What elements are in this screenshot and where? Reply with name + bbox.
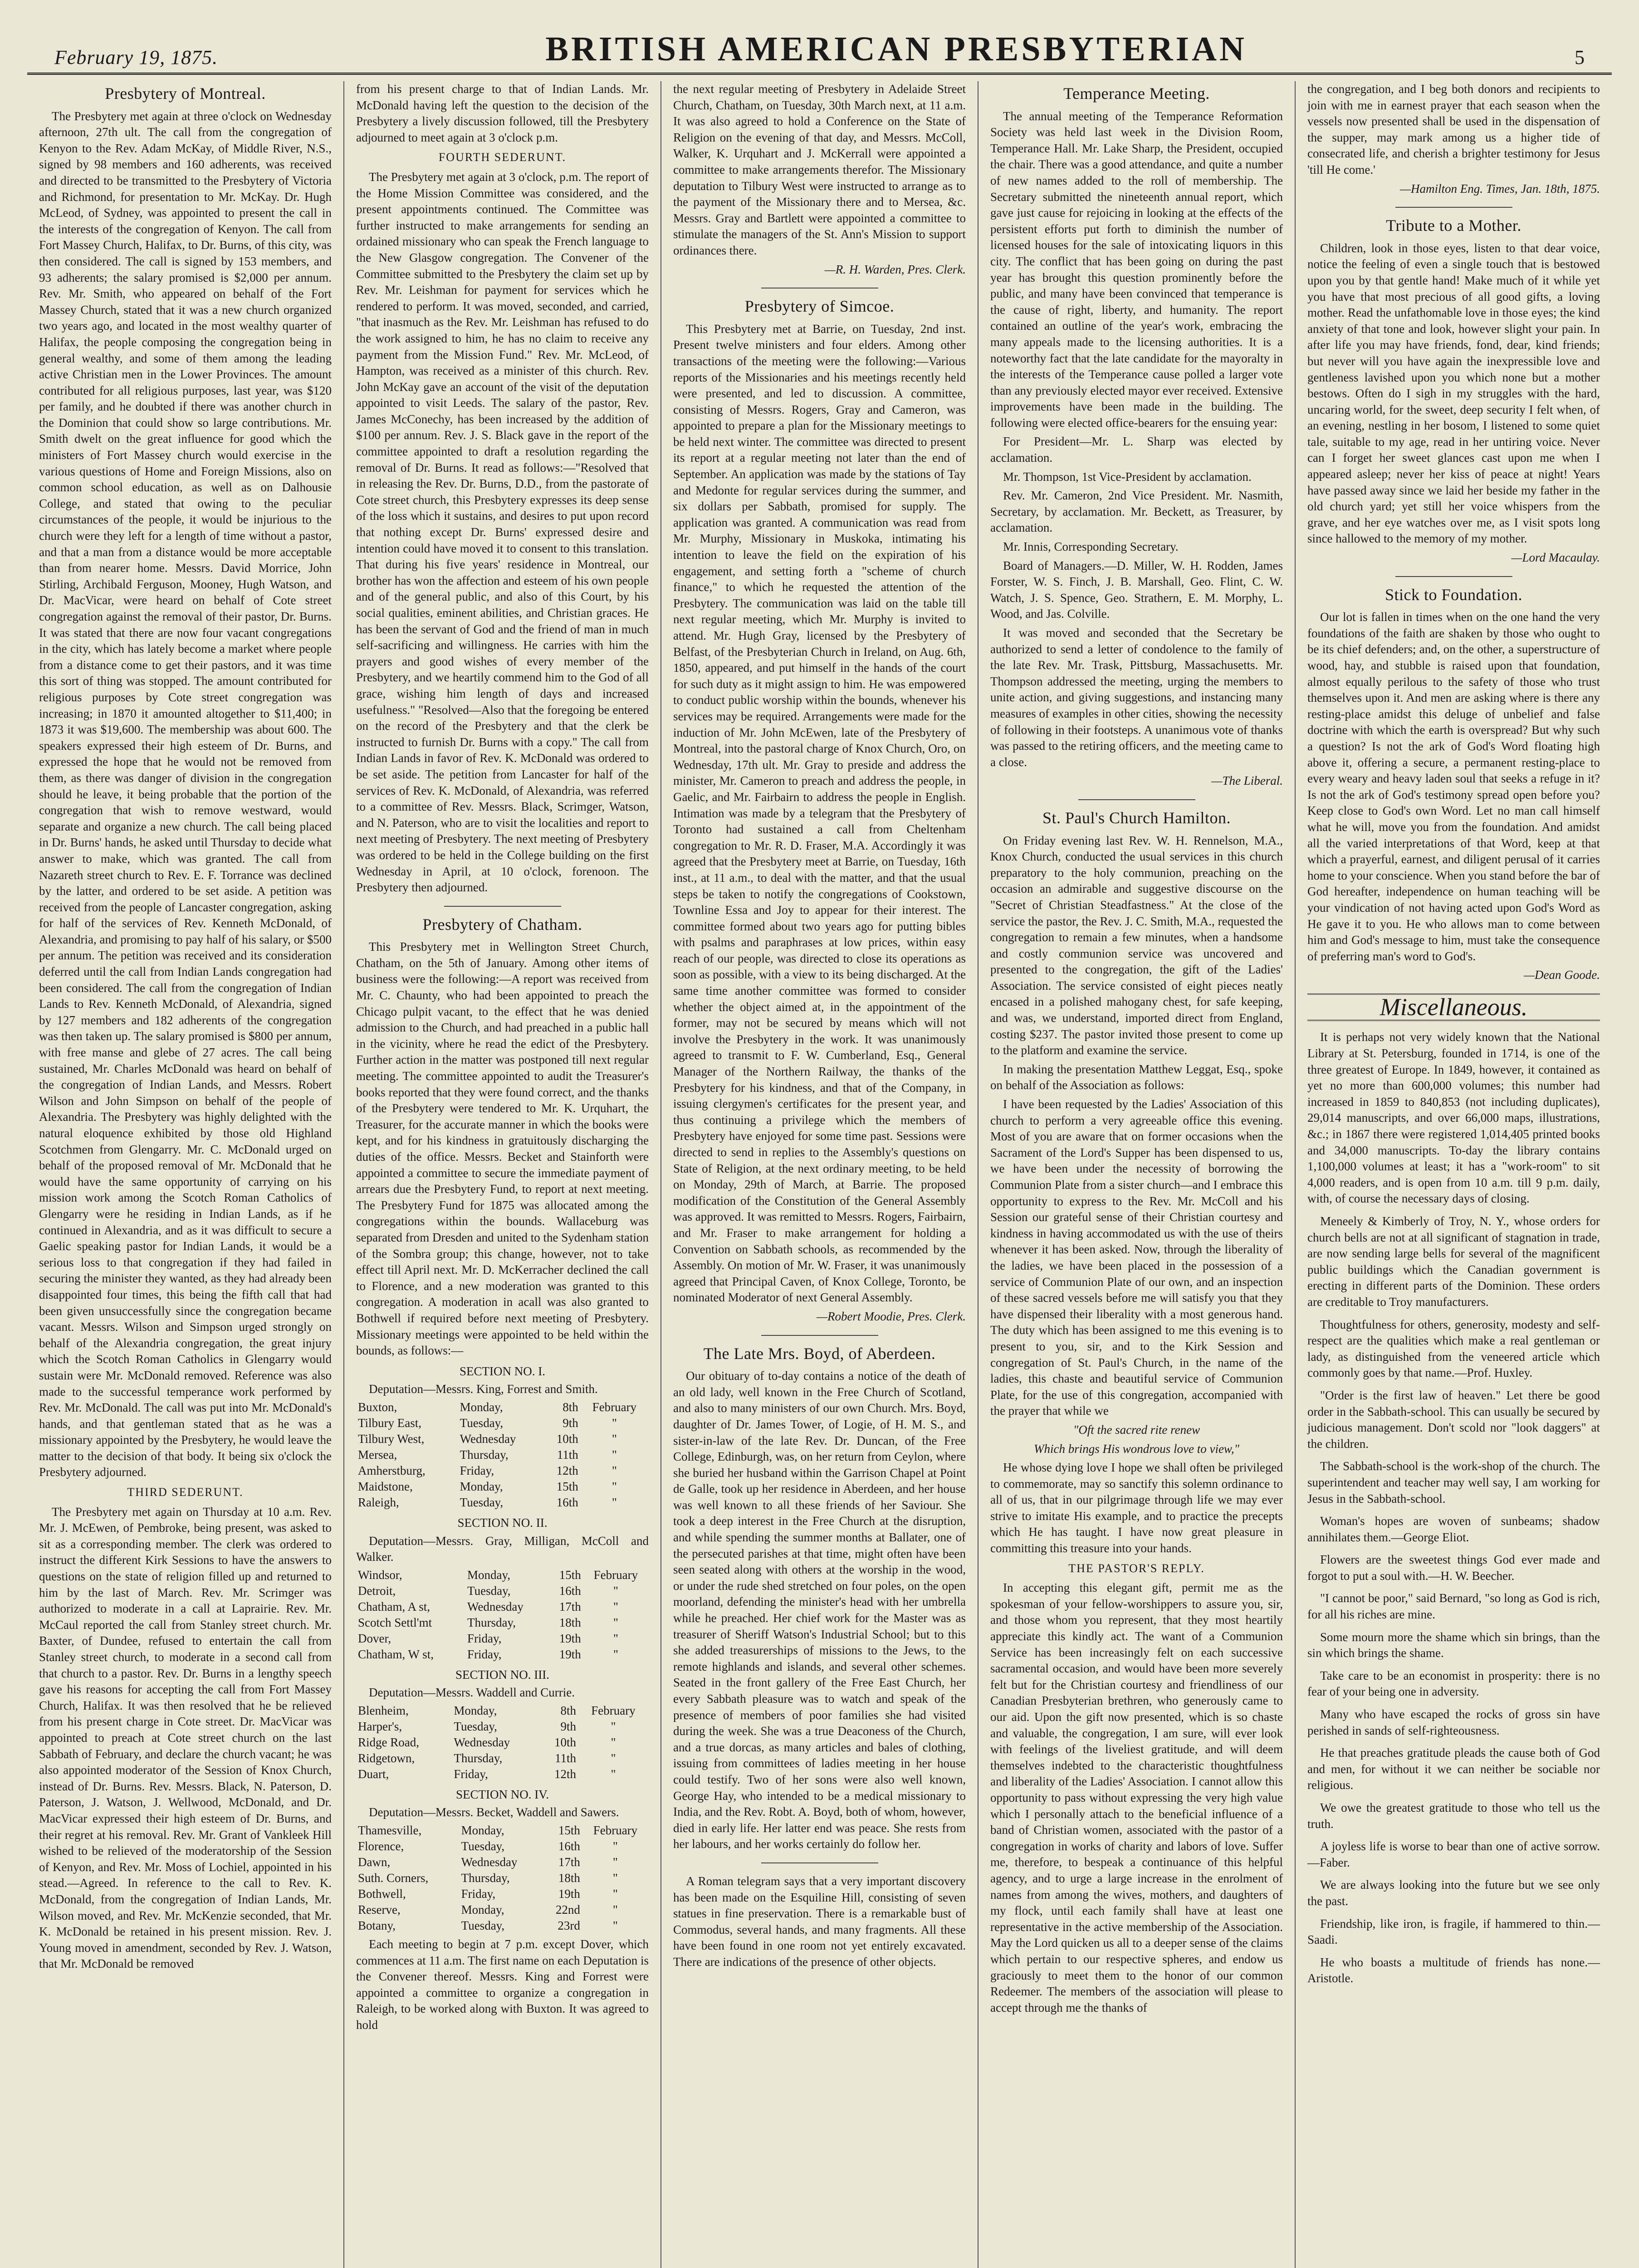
article-paragraph: On Friday evening last Rev. W. H. Rennelson, M.A., Knox Church, conducted the usual services in this church preparatory to the holy communion, preaching on the occasion an admirable and suggestive discourse on the "Secret of Christian Steadfastness." At the close of the service the pastor, the Rev. J. C. Smith, M.A., requested the congregation to remain a few minutes, when a handsome and costly communion service was uncovered and presented to the congregation, the gift of the Ladies' Association. The service consisted of eight pieces neatly encased in a polished mahogany chest, for safe keeping, and was, we understand, imported direct from England, costing $237. The pastor invited those present to come up to the platform and examine the service. [990,833,1283,1057]
table-row [356,1631,649,1647]
misc-item: Flowers are the sweetest things God ever made and forgot to put a soul with.—H. W. Beecher. [1307,1553,1600,1583]
article-title: Temperance Meeting. [1063,84,1210,103]
misc-item: The Sabbath-school is the work-shop of the church. The superintendent and teacher may well say, I am working for Jesus in the Sabbath-school. [1307,1459,1600,1505]
table-cell: " [613,1599,618,1613]
table-cell: 17th [558,1855,580,1869]
table-cell: Friday, [467,1631,502,1645]
table-cell: 8th [560,1703,577,1717]
table-cell: 15th [556,1479,578,1493]
table-cell: Bothwell, [358,1887,406,1901]
table-row [356,1399,649,1415]
misc-item: Friendship, like iron, is fragile, if hammered to thin.—Saadi. [1307,1916,1600,1947]
table-cell: 10th [556,1432,578,1446]
sub-heading: THIRD SEDERUNT. [127,1486,244,1499]
table-cell: " [613,1647,618,1661]
table-cell: February [592,1400,637,1414]
table-cell: " [612,1919,618,1933]
table-cell: 23rd [558,1919,580,1933]
table-cell: Friday, [454,1767,488,1781]
table-row [356,1647,649,1662]
misc-item: We owe the greatest gratitude to those who tell us the truth. [1307,1801,1600,1831]
table-cell: 15th [558,1823,580,1838]
table-row [356,1918,649,1934]
section-heading-miscellaneous: Miscellaneous. [1307,993,1600,1022]
deputation-table [356,1703,649,1782]
table-cell: Monday, [461,1823,504,1838]
table-row [356,1415,649,1431]
table-cell: " [612,1871,618,1885]
misc-item: It is perhaps not very widely known that the National Library at St. Petersburg, founded in 1714, is one of the three greatest of Europe. In 1849, however, it contained as yet no more than 600,000 volumes; this number had increased in 1859 to 840,853 (not including duplicates), 29,014 manuscripts, and over 66,000 maps, illustrations, &c.; in 1867 there were registered 1,014,405 printed books and 34,000 manuscripts. To-day the library contains 1,100,000 volumes at least; it has a "work-room" to sit 4,000 readers, and is open from 10 a.m. till 9 p.m. daily, with, of course the necessary days of closing. [1307,1030,1600,1206]
misc-item: He who boasts a multitude of friends has none.—Aristotle. [1307,1955,1600,1985]
article-paragraph: A Roman telegram says that a very important discovery has been made on the Esquiline Hill, consisting of seven statues in fine preservation. There is a remarkable bust of Commodus, several hands, and many fragments. All these have been found in one room not yet entirely excavated. There are indications of the presence of other objects. [673,1874,966,1969]
article-title: Stick to Foundation. [1385,585,1522,604]
table-cell: Friday, [460,1463,494,1477]
article-paragraph: the next regular meeting of Presbytery in Adelaide Street Church, Chatham, on Tuesday, 30th March next, at 11 a.m. It was also agreed to hold a Conference on the State of Religion on the evening of that day, and Messrs. McColl, Walker, K. Urquhart and J. McKerrall were appointed a committee to make arrangements therefor. The Missionary deputation to Tilbury West were instructed to arrange as to the payment of the Missionary there and to Mersea, &c. Messrs. Gray and Bartlett were appointed a committee to stimulate the managers of the St. Ann's Mission to support ordinances there. [673,82,966,257]
table-row [356,1870,649,1886]
misc-item: Some mourn more the shame which sin brings, than the sin which brings the shame. [1307,1630,1600,1660]
table-cell: 16th [559,1584,581,1598]
column-2 [343,81,660,2268]
table-cell: Tilbury West, [358,1432,425,1446]
table-cell: " [611,1767,616,1781]
misc-item: We are always looking into the future but we see only the past. [1307,1878,1600,1908]
table-row [356,1735,649,1750]
signature: —The Liberal. [1211,774,1283,788]
signature: —Robert Moodie, Pres. Clerk. [817,1309,966,1323]
table-cell: 9th [563,1416,578,1430]
table-cell: Raleigh, [358,1495,399,1509]
article-paragraph: Our obituary of to-day contains a notice of the death of an old lady, well known in the Free Church of Scotland, and also to many ministers of our own Church. Mrs. Boyd, daughter of Dr. James Tower, of Logie, of H. M. S., and sister-in-law of the late Rev. Dr. Duncan, of the Free College, Edinburgh, was, on her return from Ceylon, where she buried her husband within the Garrison Chapel at Point de Galle, took up her residence in Aberdeen, and her house was well known to all these friends of her Saviour. She took a deep interest in the Free Church at the disruption, and while spending the summer months at Ballater, one of the persecuted parishes at that time, might often have been seen seated along with others at the worship in the wood, or under the rude shed stretched on four poles, on the open moorland, defending the minister's head with her umbrella while he preached. Her chief work for the Master was as treasurer of Sheriff Watson's Industrial School; but to this she added treasurerships of missions to the Jews, to the remote highlands and islands, and several other schemes. Seated in the front gallery of the Free East Church, her every Sabbath pleasure was to watch and speak of the presence of members of poor families she had visited during the week. She was a true Deaconess of the Church, and a true dorcas, as many articles and bales of clothing, issuing from committees of ladies meeting in her house could testify. Two of her sons were also well known, George Hay, who intended to be a medical missionary to India, and the Rev. Robt. A. Boyd, both of whom, however, died in early life. Her latter end was peace. She rests from her labours, and her works certainly do follow her. [673,1369,966,1851]
misc-item: "I cannot be poor," said Bernard, "so long as God is rich, for all his riches are mine. [1307,1591,1600,1622]
table-cell: Dawn, [358,1855,391,1869]
table-cell: Thursday, [460,1447,509,1461]
deputation-members: Deputation—Messrs. Becket, Waddell and Sawers. [369,1805,619,1819]
table-cell: " [611,1751,616,1765]
article-paragraph: Children, look in those eyes, listen to that dear voice, notice the feeling of even a single touch that is bestowed upon you by that gentle hand! Make much of it while yet you have that most precious of all good gifts, a loving mother. Read the unfathomable love in those eyes; the kind anxiety of that tone and look, however slight your pain. In after life you may have friends, fond, dear, kind friends; but never will you have again the inexpressible love and gentleness lavished upon you which none but a mother bestows. Often do I sigh in my struggles with the hard, uncaring world, for the sweet, deep security I felt when, of an evening, nestling in her bosom, I listened to some quiet tale, suitable to my age, read in her untiring voice. Never can I forget her sweet glances cast upon me when I appeared asleep; never her kiss of peace at night! Years have passed away since we laid her beside my father in the old church yard; yet still her voice whispers from the grave, and her eye watches over me, as I visit spots long since hallowed to the memory of my mother. [1307,241,1600,546]
table-cell: " [611,1719,616,1733]
article-paragraph: Board of Managers.—D. Miller, W. H. Rodden, James Forster, W. S. Finch, J. B. Marshall, Geo. Flint, C. W. Watch, J. S. Spence, Geo. Strathern, E. M. Morphy, L. Wood, and Jas. Colville. [990,558,1283,621]
table-row [356,1567,649,1583]
table-cell: 18th [558,1871,580,1885]
page-number: 5 [1575,46,1585,68]
article-title: St. Paul's Church Hamilton. [1042,808,1231,827]
table-cell: Amherstburg, [358,1463,426,1477]
article-paragraph: the congregation, and I beg both donors and recipients to join with me in earnest prayer that each season when the vessels now presented shall be used in the dispensation of the supper, may mark among us a higher tide of consecrated life, and cherish a brighter testimony for Jesus 'till He come.' [1307,82,1600,176]
table-row [356,1719,649,1735]
article-paragraph: For President—Mr. L. Sharp was elected by acclamation. [990,435,1283,465]
table-cell: Maidstone, [358,1479,413,1493]
table-cell: " [612,1855,618,1869]
table-row [356,1583,649,1599]
article-paragraph: The Presbytery met again on Thursday at 10 a.m. Rev. Mr. J. McEwen, of Pembroke, being present, was asked to sit as a corresponding member. The clerk was ordered to instruct the different Kirk Sessions to have the answers to questions on the state of religion filled up and returned to him by the last of March. Rev. Mr. Scrimger was authorized to moderate in a call at Laprairie. Rev. Mr. McCaul reported the call from Stanley street church. Mr. Baxter, of Dundee, refused to entertain the call from Stanley street church, to moderate in a second call from that church to a pastor. Rev. Dr. Burns in a lengthy speech gave his reasons for accepting the call from Fort Massey Church, Halifax. It was then resolved that he be relieved from his present charge in Cote street. Dr. MacVicar was appointed to preach at Cote street church on the last Sabbath of February, and declare the church vacant; he was also appointed moderator of the Session of Knox Church, instead of Dr. Burns. Rev. Messrs. Black, N. Paterson, D. Paterson, J. Watson, J. Wellwood, McDonald, and Dr. MacVicar expressed their high esteem of Dr. Burns, and their regret at his removal. Rev. Mr. Grant of Vankleek Hill wished to be relieved of the moderatorship of the Session of Kenyon, and Rev. Mr. Moss of Lochiel, appointed in his stead.—Agreed. In reference to the call to Rev. K. McDonald, from the congregation of Indian Lands, Mr. Wilson moved, and Rev. Mr. McKenzie seconded, that Mr. K. McDonald be retained in his present mission. Rev. J. Young moved in amendment, seconded by Rev. J. Watson, that Mr. McDonald be removed [39,1505,332,1971]
article-paragraph: The Presbytery met again at 3 o'clock, p.m. The report of the Home Mission Committee was considered, and the present appointments continued. The Committee was further instructed to make arrangements for sending an ordained missionary who can speak the French language to the New Glasgow congregation. The Convener of the Committee submitted to the Presbytery the claim set up by Rev. Mr. Leishman for payment for services which he rendered to perform. It was moved, seconded, and carried, "that inasmuch as the Rev. Mr. Leishman has refused to do the work assigned to him, he has no claim to receive any payment from the Mission Fund." Rev. Mr. McLeod, of Hampton, was received as a minister of this church. Rev. John McKay gave an account of the visit of the deputation appointed to visit Leeds. The salary of the pastor, Rev. James McConechy, has been increased by the addition of $100 per annum. Rev. J. S. Black gave in the report of the committee appointed to draft a resolution regarding the removal of Dr. Burns. It read as follows:—"Resolved that in releasing the Rev. Dr. Burns, D.D., from the pastorate of Cote street church, this Presbytery expresses its deep sense of the loss which it sustains, and desires to put upon record that nothing except Dr. Burns' expressed desire and intention could have moved it to consent to this translation. That during his five years' residence in Montreal, our brother has won the affection and esteem of his own people and of the general public, and also of this Court, by his social qualities, eminent abilities, and Christian graces. He has been the servant of God and the friend of man in much self-sacrificing and willingness. He carries with him the prayers and good wishes of every member of the Presbytery, and we heartily commend him to the God of all grace, wishing him length of days and increased usefulness." "Resolved—Also that the foregoing be entered on the record of the Presbytery and that the clerk be instructed to furnish Dr. Burns with a copy." The call from Indian Lands in favor of Rev. K. McDonald was ordered to be set aside. The petition from Lancaster for half of the services of Rev. K. McDonald, of Alexandria, was referred to a committee of Rev. Messrs. Black, Scrimger, Watson, and N. Paterson, who are to visit the localities and report to next meeting of Presbytery. The next meeting of Presbytery was ordered to be held in the College building on the first Wednesday in April, at 10 o'clock, forenoon. The Presbytery then adjourned. [356,170,649,894]
column-3 [660,81,978,2268]
article-paragraph: He whose dying love I hope we shall often be privileged to commemorate, may so sanctify this solemn ordinance to all of us, that in our pilgrimage through life we may ever strive to imitate His example, and to practice the precepts which He has taught. I have now great pleasure in committing this treasure into your hands. [990,1461,1283,1555]
table-cell: Friday, [467,1647,502,1661]
deputation-section-title: SECTION NO. I. [460,1364,545,1378]
deputation-schedule [356,1364,649,1934]
table-cell: " [612,1479,617,1493]
table-cell: Ridge Road, [358,1735,419,1749]
sub-heading: THE PASTOR'S REPLY. [1068,1561,1205,1575]
column-4 [978,81,1295,2268]
article-paragraph: The Presbytery met again at three o'clock on Wednesday afternoon, 27th ult. The call from the congregation of Kenyon to the Rev. Adam McKay, of Middle River, N.S., signed by 98 members and 160 adherents, was received and directed to be transmitted to the Presbytery of Victoria and Richmond, for presentation to Mr. McKay. Dr. Hugh McLeod, of Sydney, was appointed to present the call in the interests of the congregation of Kenyon. The call from Fort Massey Church, Halifax, to Dr. Burns, of this city, was then considered. The call is signed by 153 members, and 93 adherents; the salary promised is $2,000 per annum. Rev. Mr. Smith, who appeared on behalf of the Fort Massey Church, stated that it was a new church organized two years ago, and located in the most wealthy quarter of Halifax, the people composing the congregation being in general wealthy, and some of them among the leading active Christian men in the Lower Provinces. The amount contributed for all religious purposes, last year, was $120 per family, and he doubted if there was another church in the Dominion that could show so large contributions. Mr. Smith dwelt on the great influence for good which the ministers of Fort Massey church would exercise in the various questions of Home and Foreign Missions, also on common school education, as well as on Dalhousie College, and stated that owing to the peculiar circumstances of the people, it would be injurious to the church were they left for a length of time without a pastor, and that a man from a distance would be more acceptable than from nearer home. Messrs. David Morrice, John Stirling, Archibald Ferguson, Mooney, Hugh Watson, and Dr. MacVicar, were heard on behalf of Cote street congregation against the removal of their pastor, Dr. Burns. It was stated that there are now four vacant congregations in the city, which has lately become a market where people from a distance come to get their pastors, and it was time this sort of thing was stopped. The amount contributed for religious purposes by Cote street congregation was increasing; in 1870 it amounted altogether to $11,400; in 1873 it was $19,600. The membership was about 600. The speakers expressed their high esteem of Dr. Burns, and expressed the hope that he would not be removed from them, as there was danger of division in the congregation should he leave, it being probable that the portion of the congregation that wish to remove westward, would separate and organize a new church. The call being placed in Dr. Burns' hands, he asked until Thursday to decide what answer to make, which was granted. The call from Nazareth street church to Rev. E. F. Torrance was declined by the latter, and ordered to be set aside. A petition was received from the people of Lancaster congregation, asking for half of the services of Rev. Kenneth McDonald, of Alexandria, and promising to pay half of his salary, or $500 per annum. The petition was received and its consideration deferred until the call from Indian Lands congregation had been considered. The call from the congregation of Indian Lands to Rev. Kenneth McDonald, of Alexandria, signed by 127 members and 182 adherents of the congregation was then taken up. The salary promised is $800 per annum, with free manse and glebe of 27 acres. The call being sustained, Mr. Charles McDonald was heard on behalf of the congregation of Indian Lands, and Messrs. Robert Wilson and John Simpson on behalf of the people of Alexandria. The Presbytery was highly delighted with the natural eloquence exhibited by those old Highland Scotchmen from Glengarry. Mr. C. McDonald urged on behalf of the proposed removal of Mr. McDonald that he would have the same opportunity of carrying on his mission work among the Scotch Roman Catholics of Glengarry were he residing in Indian Lands, as if he continued in Alexandria, and as it was difficult to secure a Gaelic speaking pastor for Indian Lands, it would be a serious loss to that congregation if they had failed in securing the minister they wanted, as they had already been disappointed four times, this being the fifth call that had been given unsuccessfully since the congregation became vacant. Messrs. Wilson and Simpson urged strongly on behalf of the Alexandria congregation, the great injury which the Scotch Roman Catholics in Glengarry would sustain were Mr. McDonald removed. Reference was also made to the successful temperance work performed by Rev. Mr. McDonald. The call was put into Mr. McDonald's hands, and that gentleman stated that as he was a missionary appointed by the Presbytery, he would leave the matter to the decision of that body. It being six o'clock the Presbytery adjourned. [39,109,332,1479]
table-cell: Friday, [461,1887,496,1901]
columns [27,81,1612,2268]
divider [1078,799,1195,800]
deputation-section-title: SECTION NO. II. [457,1515,548,1530]
table-cell: Monday, [461,1903,504,1917]
table-cell: " [612,1463,617,1477]
article-title: Presbytery of Simcoe. [744,297,895,316]
table-cell: Monday, [460,1400,503,1414]
deputation-table [356,1823,649,1934]
table-cell: " [612,1887,618,1901]
article-title: Tribute to a Mother. [1386,216,1522,235]
table-row [356,1447,649,1463]
table-cell: 10th [554,1735,577,1749]
table-cell: Duart, [358,1767,389,1781]
table-cell: Blenheim, [358,1703,409,1717]
article-paragraph: This Presbytery met in Wellington Street Church, Chatham, on the 5th of January. Among other items of business were the following:—A report was received from Mr. C. Chaunty, who had been appointed to preach the Chicago pulpit vacant, to the effect that he was denied admission to the Church, and had preached in a public hall in the vicinity, where he read the edict of the Presbytery. Further action in the matter was postponed till next regular meeting. The committee appointed to audit the Treasurer's books reported that they were found correct, and the thanks of the Presbytery were tendered to Mr. K. Urquhart, the Treasurer, for the accurate manner in which the books were kept, and for his kindness in gratuitously discharging the duties of the office. Messrs. Becket and Stainforth were appointed a committee to secure the immediate payment of arrears due the Presbytery Fund, to report at next meeting. The Presbytery Fund for 1875 was allocated among the congregations within the bounds. Wallaceburg was separated from Dresden and united to the Sydenham station of the Sombra group; this change, however, not to take effect till April next. Mr. D. McKerracher declined the call to Florence, and a new moderation was granted to this congregation. A moderation in acall was also granted to Bothwell if required before next meeting of Presbytery. Missionary meetings were appointed to be held within the bounds, as follows:— [356,940,649,1358]
table-cell: " [612,1903,618,1917]
article-paragraph: It was moved and seconded that the Secretary be authorized to send a letter of condolence to the family of the late Rev. Mr. Trask, Pittsburg, Massachusetts. Mr. Thompson addressed the meeting, urging the members to unite action, and giving suggestions, and instancing many measures of examples in other cities, showing the necessity of following in their footsteps. A unanimous vote of thanks was passed to the retiring officers, and the meeting came to a close. [990,626,1283,769]
table-cell: Monday, [460,1479,503,1493]
deputation-table [356,1567,649,1662]
article-title: The Late Mrs. Boyd, of Aberdeen. [703,1344,936,1363]
article-paragraph: This Presbytery met at Barrie, on Tuesday, 2nd inst. Present twelve ministers and four elders. Among other transactions of the meeting were the following:—Various reports of the Missionaries and his meetings recently held were presented, and led to discussion. A committee, consisting of Messrs. Rogers, Gray and Cameron, was appointed to prepare a plan for the Missionary meetings to be held next winter. The committee was directed to present its report at a regular meeting not later than the end of September. An application was made by the stations of Tay and Medonte for regular services during the summer, and six dollars per Sabbath, promised for supply. The application was granted. A communication was read from Mr. Murphy, Missionary in Muskoka, intimating his intention to leave the field on the expiration of his engagement, and setting forth a "scheme of church finance," to which he requested the attention of the Presbytery. The communication was laid on the table till next regular meeting, which Mr. Murphy is invited to attend. Mr. Hugh Gray, licensed by the Presbytery of Belfast, of the Presbyterian Church in Ireland, on Aug. 6th, 1850, appeared, and put himself in the hands of the court for such duty as it might assign to him. He was empowered to conduct public worship within the bounds, whenever his services may be required. Arrangements were made for the induction of Mr. John McEwen, late of the Presbytery of Montreal, into the pastoral charge of Knox Church, Oro, on Wednesday, 17th ult. Mr. Gray to preside and address the minister, Mr. Cameron to preach and address the people, in Gaelic, and Mr. Fairbairn to address the people in English. Intimation was made by a telegram that the Presbytery of Toronto had sustained a call from Cheltenham congregation to Mr. R. D. Fraser, M.A. Accordingly it was agreed that the Presbytery meet at Barrie, on Tuesday, 16th inst., at 11 a.m., to deal with the matter, and that the usual steps be taken to notify the congregations of Cookstown, Townline Essa and Joy to appear for their interest. The committee formed about two years ago for putting bibles with psalms and paraphrases at low prices, within easy reach of our people, was directed to close its operations as soon as possible, with a view to its being discharged. At the same time another committee was formed to consider whether the object aimed at, in the appointment of the former, may not be secured by means which will not involve the Presbytery in the work. It was unanimously agreed to transmit to F. W. Cumberland, Esq., General Manager of the Northern Railway, the thanks of the Presbytery for his kindness, and that of the Company, in issuing clergymen's certificates for the present year, and thus continuing a privilege which the members of Presbytery have enjoyed for some time past. Sessions were directed to send in replies to the Assembly's questions on State of Religion, at the next ordinary meeting, to be held on Monday, 29th of March, at Barrie. The proposed modification of the Constitution of the General Assembly was approved. It was remitted to Messrs. Rogers, Fairbairn, and Mr. Fraser to make arrangement for holding a Convention on Sabbath schools, as recommended by the Assembly. On motion of Mr. W. Fraser, it was unanimously agreed that Principal Caven, of Knox College, Toronto, be nominated Moderator of next General Assembly. [673,322,966,1305]
table-cell: " [612,1495,617,1509]
column-1 [27,81,343,2268]
table-row [356,1854,649,1870]
table-cell: " [613,1631,618,1645]
table-row [356,1463,649,1479]
deputation-members: Deputation—Messrs. King, Forrest and Smith. [369,1382,598,1396]
deputation-members: Deputation—Messrs. Gray, Milligan, McColl and Walker. [356,1534,649,1564]
table-cell: 16th [558,1839,580,1853]
table-cell: 12th [556,1463,578,1477]
table-cell: 11th [557,1447,578,1461]
table-cell: Windsor, [358,1568,402,1582]
table-row [356,1479,649,1495]
miscellaneous-items [1307,1029,1600,1986]
table-cell: Buxton, [358,1400,397,1414]
signature: —Hamilton Eng. Times, Jan. 18th, 1875. [1399,181,1600,196]
table-cell: " [612,1432,617,1446]
table-cell: Thursday, [461,1871,510,1885]
deputation-section-title: SECTION NO. IV. [455,1787,549,1801]
table-cell: Chatham, W st, [358,1647,434,1661]
table-cell: " [611,1735,616,1749]
table-cell: " [612,1839,618,1853]
table-cell: " [612,1416,617,1430]
verse-line: Which brings His wondrous love to view," [1033,1442,1240,1456]
article-paragraph: Mr. Thompson, 1st Vice-President by acclamation. [1003,469,1252,484]
table-cell: Tuesday, [467,1584,511,1598]
newspaper-title: BRITISH AMERICAN PRESBYTERIAN [545,30,1247,68]
signature: —Dean Goode. [1524,968,1600,982]
signature: —R. H. Warden, Pres. Clerk. [824,262,966,276]
table-row [356,1902,649,1918]
table-cell: 9th [560,1719,577,1733]
issue-date: February 19, 1875. [54,46,218,68]
table-cell: Monday, [454,1703,497,1717]
table-cell: Botany, [358,1919,396,1933]
column-5 [1295,81,1612,2268]
table-cell: Thursday, [454,1751,503,1765]
table-cell: 18th [559,1615,581,1629]
table-row [356,1886,649,1902]
table-cell: Scotch Settl'mt [358,1615,432,1629]
table-row [356,1495,649,1510]
table-cell: February [593,1823,638,1838]
table-cell: Suth. Corners, [358,1871,429,1885]
table-cell: Tilbury East, [358,1416,422,1430]
table-cell: Detroit, [358,1584,396,1598]
table-cell: Wednesday [454,1735,510,1749]
table-cell: Wednesday [460,1432,516,1446]
divider [761,1335,878,1336]
table-cell: Tuesday, [460,1416,504,1430]
table-row [356,1766,649,1782]
table-cell: 11th [555,1751,577,1765]
misc-item: Thoughtfulness for others, generosity, modesty and self-respect are the qualities which make a real gentleman or lady, as distinguished from the veneered article which commonly goes by that name.—Prof. Huxley. [1307,1317,1600,1380]
table-cell: 15th [559,1568,581,1582]
table-cell: Tuesday, [454,1719,497,1733]
article-paragraph: from his present charge to that of Indian Lands. Mr. McDonald having left the question to the decision of the Presbytery a lively discussion followed, till the Presbytery adjourned to meet again at 3 o'clock p.m. [356,82,649,144]
signature: —Lord Macaulay. [1511,551,1600,565]
divider [761,1862,878,1863]
table-cell: Wednesday [461,1855,518,1869]
table-cell: Mersea, [358,1447,397,1461]
article-title: Presbytery of Montreal. [105,84,266,103]
table-cell: Florence, [358,1839,404,1853]
sub-heading: FOURTH SEDERUNT. [438,151,567,164]
misc-item: "Order is the first law of heaven." Let there be good order in the Sabbath-school. This can usually be secured by judicious management. Don't scold nor "look daggers" at the children. [1307,1388,1600,1451]
misc-item: Meneely & Kimberly of Troy, N. Y., whose orders for church bells are not at all significant of stagnation in trade, are now sending large bells for several of the magnificent public buildings which the Canadian government is erecting in different parts of the Dominion. These orders are creditable to Troy manufacturers. [1307,1214,1600,1309]
divider [444,906,561,907]
table-cell: 8th [563,1400,578,1414]
deputation-members: Deputation—Messrs. Waddell and Currie. [369,1686,575,1700]
divider [1395,207,1512,208]
article-title: Presbytery of Chatham. [422,915,582,934]
article-paragraph: In making the presentation Matthew Leggat, Esq., spoke on behalf of the Association as follows: [990,1062,1283,1092]
table-cell: February [593,1568,638,1582]
article-paragraph: The annual meeting of the Temperance Reformation Society was held last week in the Division Room, Temperance Hall. Mr. Lake Sharp, the President, occupied the chair. There was a good attendance, and quite a number of new names added to the roll of membership. The Secretary submitted the nineteenth annual report, which gave just cause for rejoicing in looking at the effects of the persistent efforts put forth to diminish the number of licensed houses for the sale of intoxicating liquors in this city. The conflict that has been going on during the past year has brought this question prominently before the public, and many have been convinced that temperance is the cause of right, liberty, and humanity. The report contained an outline of the year's work, embracing the many appeals made to the licensing authorities. It is a noteworthy fact that the late candidate for the mayoralty in the interests of the Temperance cause polled a larger vote than any previously elected mayor ever received. Extensive improvements have been made in the building. The following were elected office-bearers for the ensuing year: [990,109,1283,430]
deputation-section-title: SECTION NO. III. [455,1667,549,1681]
misc-item: Many who have escaped the rocks of gross sin have perished in sands of self-righteousness. [1307,1707,1600,1737]
table-cell: " [613,1615,618,1629]
article-paragraph: Rev. Mr. Cameron, 2nd Vice President. Mr. Nasmith, Secretary, by acclamation. Mr. Beckett, as Treasurer, by acclamation. [990,489,1283,535]
table-row [356,1599,649,1615]
table-cell: 12th [554,1767,577,1781]
table-cell: 22nd [555,1903,580,1917]
table-cell: Reserve, [358,1903,401,1917]
table-cell: Dover, [358,1631,391,1645]
table-cell: Thursday, [467,1615,516,1629]
verse-line: "Oft the sacred rite renew [1073,1422,1200,1437]
table-row [356,1823,649,1838]
table-cell: Tuesday, [461,1839,505,1853]
table-row [356,1431,649,1447]
table-row [356,1703,649,1719]
table-cell: Ridgetown, [358,1751,415,1765]
article-paragraph: Each meeting to begin at 7 p.m. except Dover, which commences at 11 a.m. The first name on each Deputation is the Convener thereof. Messrs. King and Forrest were appointed a committee to organize a congregation in Raleigh, to be worked along with Buxton. It was agreed to hold [356,1937,649,2032]
deputation-table [356,1399,649,1510]
table-cell: " [613,1584,618,1598]
article-paragraph: I have been requested by the Ladies' Association of this church to perform a very agreeable office this evening. Most of you are aware that on former occasions when the Sacrament of the Lord's Supper has been dispensed to us, we have been under the necessity of borrowing the Communion Plate from a sister church—and I embrace this opportunity to express to the Rev. Mr. McColl and his Session our grateful sense of their Christian courtesy and kindness in having accommodated us with the use of theirs whenever it has been asked. Now, through the liberality of the ladies, we have been placed in the possession of a service of Communion Plate of our own, and an inspection of these sacred vessels before me will satisfy you that they have dispensed their liberality with a most generous hand. The duty which has been assigned to me this evening is to present to you, sir, and to the Kirk Session and congregation of St. Paul's Church, in the name of the ladies, this chaste and beautiful service of Communion Plate, for the use of this congregation, accompanied with the prayer that while we [990,1097,1283,1418]
misc-item: Take care to be an economist in prosperity: there is no fear of your being one in adversity. [1307,1668,1600,1699]
table-cell: Chatham, A st, [358,1599,431,1613]
table-cell: February [591,1703,636,1717]
table-row [356,1750,649,1766]
table-cell: 19th [559,1631,581,1645]
misc-item: A joyless life is worse to bear than one of active sorrow.—Faber. [1307,1839,1600,1869]
divider [1395,576,1512,577]
table-cell: Harper's, [358,1719,402,1733]
table-cell: Monday, [467,1568,511,1582]
table-row [356,1838,649,1854]
table-cell: 17th [559,1599,581,1613]
table-cell: Wednesday [467,1599,524,1613]
table-cell: Thamesville, [358,1823,422,1838]
table-row [356,1615,649,1631]
misc-item: He that preaches gratitude pleads the cause both of God and men, for without it we can neither be sociable nor religious. [1307,1746,1600,1792]
table-cell: 16th [556,1495,578,1509]
article-paragraph: In accepting this elegant gift, permit me as the spokesman of your fellow-worshippers to assure you, sir, and those whom you represent, that they most heartily appreciate this kindly act. The want of a Communion Service has been increasingly felt on each successive sacramental occasion, and would have been more severely felt but for the Christian courtesy and friendliness of our Canadian Presbyterian brethren, who generously came to our aid. Upon the gift now presented, which is so chaste and valuable, the congregation, I am sure, will ever look with feelings of the liveliest gratitude, and will deem themselves indebted to the characteristic thoughtfulness and liberality of the Ladies' Association. I cannot allow this opportunity to pass without expressing the very high value which I personally attach to the beneficial influence of a band of Christian women, associated with the pastor of a congregation in works of charity and labors of love. Suffer me, therefore, to bespeak a continuance of this helpful agency, and to urge a large increase in the enrolment of names from among the wives, mothers, and daughters of my flock, until each family shall have at least one representative in the active membership of the Association. May the Lord quicken us all to a deeper sense of the claims which pertain to our respective spheres, and endow us graciously to meet them to the honor of our common Redeemer. The members of the association will please to accept through me the thanks of [990,1581,1283,2014]
table-cell: " [612,1447,617,1461]
table-cell: Tuesday, [461,1919,505,1933]
masthead [27,15,1612,75]
table-cell: 19th [559,1647,581,1661]
article-paragraph: Our lot is fallen in times when on the one hand the very foundations of the faith are shaken by those who ought to be its chief defenders; and, on the other, a superstructure of wood, hay, and stubble is raised upon that foundation, almost equally perilous to the safety of those who trust themselves upon it. And men are asking where is there any resting-place amidst this deluge of unbelief and false doctrine with which the earth is overspread? But why such a question? Is not the ark of God's Word floating high above it, offering a secure, a permanent resting-place to every weary and heavy laden soul that seeks a refuge in it? Is not the ark of God's testimony spread open before you? Keep close to God's own Word. Let no man call himself what he will, move you from the foundation. And amidst all the varied interpretations of that Word, keep at that which a prayerful, earnest, and diligent perusal of it carries home to your conscience. When you stand before the bar of God hereafter, independence on human teaching will be your vindication of not having acted upon God's Word as He gave it to you. He who allows man to come between him and God's message to him, must take the consequence of preferring man's word to God's. [1307,610,1600,963]
table-cell: Tuesday, [460,1495,504,1509]
article-paragraph: Mr. Innis, Corresponding Secretary. [1003,540,1179,554]
misc-item: Woman's hopes are woven of sunbeams; shadow annihilates them.—George Eliot. [1307,1514,1600,1544]
table-cell: 19th [558,1887,580,1901]
